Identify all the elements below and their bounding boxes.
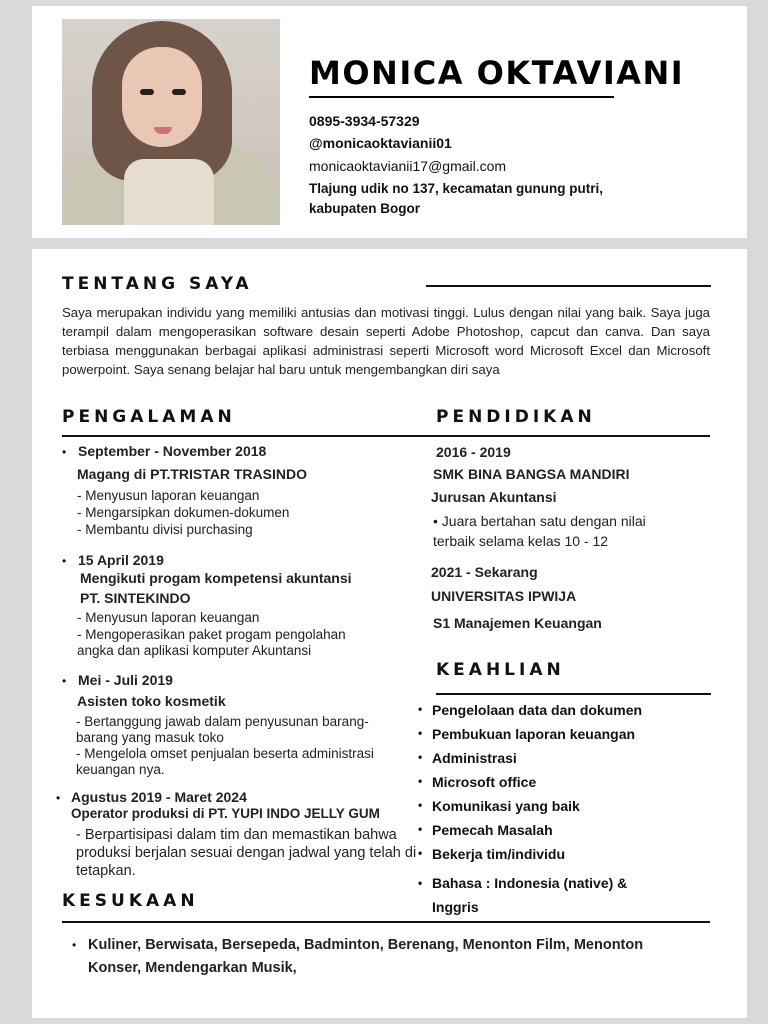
experience-task: - Berpartisipasi dalam tim dan memastikan bahwa produksi berjalan sesuai dengan jadwal yang telah di tetapkan.: [76, 827, 417, 879]
about-text: Saya merupakan individu yang memiliki antusias dan motivasi tinggi. Lulus dengan nilai yang baik. Saya juga terampil dalam mengoperasikan software desain seperti Adobe Photoshop, capcut dan canva. Dan saya terbiasa menggunakan berbagai aplikasi administrasi seperti Microsoft word Microsoft Excel dan Microsoft powerpoint. Saya senang belajar hal baru untuk mengembangkan diri saya: [62, 305, 710, 377]
hobbies-heading: KESUKAAN: [62, 891, 199, 911]
experience-date: September - November 2018: [78, 443, 267, 459]
experience-role: Mengikuti progam kompetensi akuntansi: [80, 570, 352, 586]
experience-task: - Membantu divisi purchasing: [77, 522, 253, 537]
experience-role: Operator produksi di PT. YUPI INDO JELLY GUM: [71, 806, 380, 821]
experience-task: - Menyusun laporan keuangan: [77, 610, 260, 625]
experience-task: - Menyusun laporan keuangan: [77, 488, 260, 503]
experience-task: - Bertanggung jawab dalam penyusunan barang-barang yang masuk toko: [76, 714, 369, 745]
skill-item: • Administrasi: [418, 750, 517, 766]
about-heading: TENTANG SAYA: [62, 274, 253, 294]
experience-task: - Mengelola omset penjualan beserta administrasi keuangan nya.: [76, 746, 374, 777]
home-address: Tlajung udik no 137, kecamatan gunung putri, kabupaten Bogor: [309, 181, 604, 216]
hobbies-divider: [62, 921, 710, 923]
education-school: SMK BINA BANGSA MANDIRI: [433, 466, 630, 482]
name-divider: [309, 96, 614, 98]
experience-company: PT. SINTEKINDO: [80, 590, 191, 606]
skill-item: • Pengelolaan data dan dokumen: [418, 702, 643, 718]
experience-task: - Mengarsipkan dokumen-dokumen: [77, 505, 290, 520]
skill-item: • Pembukuan laporan keuangan: [418, 726, 636, 742]
phone-number: 0895-3934-57329: [309, 113, 420, 129]
skills-divider: [436, 693, 711, 695]
experience-education-divider: [62, 435, 710, 437]
education-major: Jurusan Akuntansi: [431, 489, 557, 505]
education-school: UNIVERSITAS IPWIJA: [431, 588, 577, 604]
skill-item: • Microsoft office: [418, 774, 537, 790]
about-divider: [426, 285, 711, 287]
education-major: S1 Manajemen Keuangan: [433, 615, 602, 631]
skill-item: • Bekerja tim/individu: [418, 846, 566, 862]
skills-heading: KEAHLIAN: [436, 660, 565, 680]
education-heading: PENDIDIKAN: [436, 407, 596, 427]
email-address: monicaoktavianii17@gmail.com: [309, 158, 507, 174]
experience-date: Agustus 2019 - Maret 2024: [71, 789, 247, 805]
skill-item: • Bahasa : Indonesia (native) & Inggris: [418, 875, 628, 915]
experience-date: 15 April 2019: [78, 552, 164, 568]
skill-item: • Komunikasi yang baik: [418, 798, 580, 814]
profile-photo: [62, 19, 280, 225]
experience-role: Magang di PT.TRISTAR TRASINDO: [77, 466, 307, 482]
instagram-handle: @monicaoktavianii01: [309, 135, 452, 151]
experience-task: - Mengoperasikan paket progam pengolahan angka dan aplikasi komputer Akuntansi: [77, 627, 346, 658]
experience-heading: PENGALAMAN: [62, 407, 236, 427]
resume-body-card: TENTANG SAYA Saya merupakan individu yang memiliki antusias dan motivasi tinggi. Lulus dengan nilai yang baik. Saya juga terampil dalam mengoperasikan software desain seperti Adobe Photoshop, capcut dan canva. Dan saya terbiasa menggunakan berbagai aplikasi administrasi seperti Microsoft word Microsoft Excel dan Microsoft powerpoint. Saya senang belajar hal baru untuk mengembangkan diri saya PENGALAMAN • September - November 2018 Magang di PT.TRISTAR TRASINDO - Menyusun laporan keuangan - Mengarsipkan dokumen-dokumen - Membantu divisi purchasing • 15 April 2019 Mengikuti progam kompetensi akuntansi PT. SINTEKINDO - Menyusun laporan keuangan - Mengoperasikan paket progam pengolahan angka dan aplikasi komputer Akuntansi • Mei - Juli 2019 Asisten toko kosmetik - Bertanggung jawab dalam penyusunan barang-barang yang masuk toko - Mengelola omset penjualan beserta administrasi keuangan nya. • Agustus 2019 - Maret 2024 Operator produksi di PT. YUPI INDO JELLY GUM - Berpartisipasi dalam tim dan memastikan bahwa produksi berjalan sesuai dengan jadwal yang telah di tetapkan. PENDIDIKAN 2016 - 2019 SMK BINA BANGSA MANDIRI Jurusan Akuntansi • Juara bertahan satu dengan nilai terbaik selama kelas 10 - 12 2021 - Sekarang UNIVERSITAS IPWIJA S1 Manajemen Keuangan KEAHLIAN • Pengelolaan data dan dokumen • Pembukuan laporan keuangan • Administrasi • Microsoft office • Komunikasi yang baik • Pemecah Masalah • Bekerja tim/individu • Bahasa : Indonesia (native) & Inggris KESUKAAN • Kuliner, Berwisata, Bersepeda, Badminton, Berenang, Menonton Film, Menonton Konser, Mendengarkan Musik,: [32, 249, 747, 1018]
skill-item: • Pemecah Masalah: [418, 822, 553, 838]
education-years: 2021 - Sekarang: [431, 564, 538, 580]
experience-role: Asisten toko kosmetik: [77, 693, 226, 709]
candidate-name: MONICA OKTAVIANI: [309, 54, 685, 92]
experience-date: Mei - Juli 2019: [78, 672, 173, 688]
education-years: 2016 - 2019: [436, 444, 511, 460]
education-note: • Juara bertahan satu dengan nilai terbaik selama kelas 10 - 12: [433, 513, 646, 549]
hobbies-text: Kuliner, Berwisata, Bersepeda, Badminton, Berenang, Menonton Film, Menonton Konser, Mendengarkan Musik,: [88, 937, 644, 976]
header-card: [32, 6, 747, 238]
